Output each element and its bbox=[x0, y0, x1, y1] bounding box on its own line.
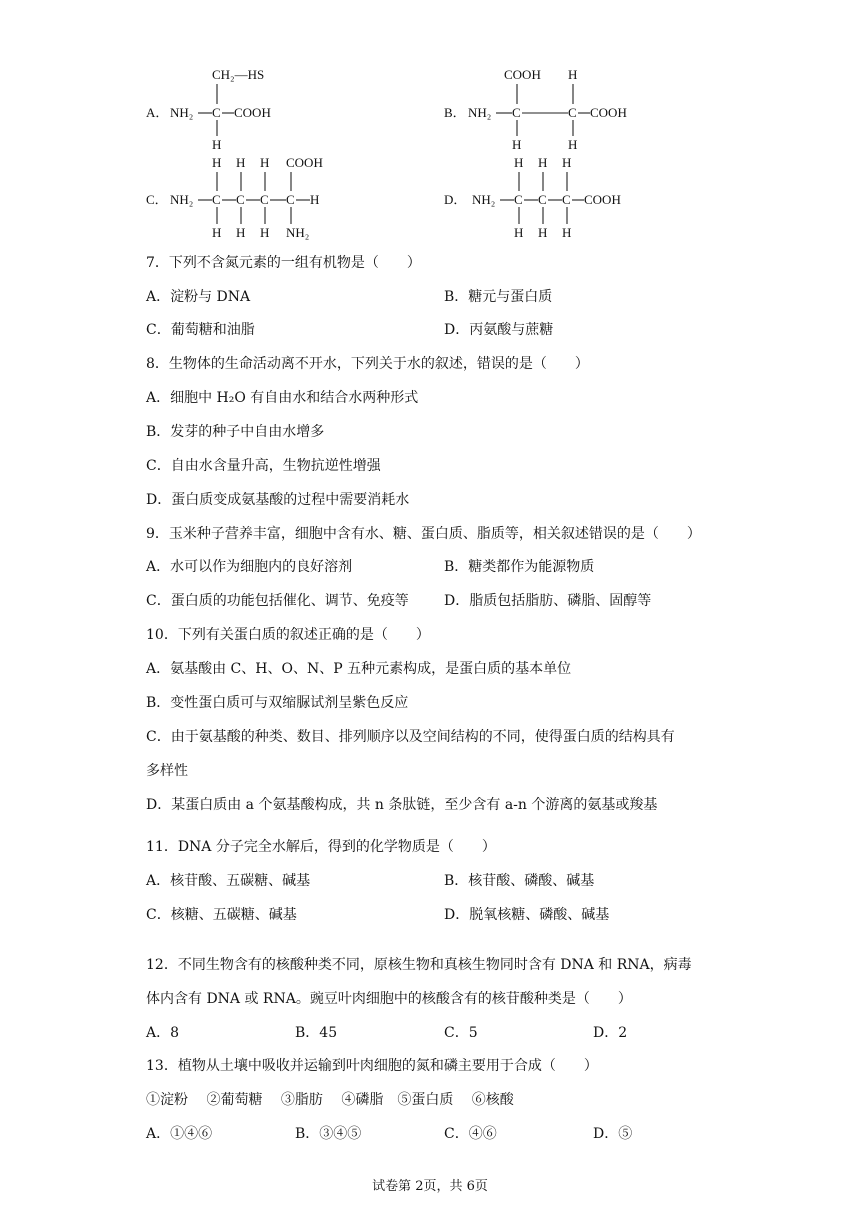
carbon-3: C bbox=[562, 192, 571, 207]
structure-option-b[interactable] bbox=[444, 62, 644, 152]
alpha-carbon: C bbox=[212, 105, 221, 120]
q7-option-c[interactable]: C．葡萄糖和油脂 bbox=[146, 322, 255, 338]
hydrogen: H bbox=[212, 155, 222, 170]
amino-group: NH₂ bbox=[472, 192, 496, 207]
q10-option-d[interactable]: D．某蛋白质由 a 个氨基酸构成，共 n 条肽链，至少含有 a-n 个游离的氨基或羧基 bbox=[146, 797, 658, 813]
amino-group: NH₂ bbox=[468, 105, 492, 120]
q12-option-b[interactable]: B．45 bbox=[295, 1025, 338, 1041]
hydrogen: H bbox=[538, 225, 548, 240]
q9-option-a[interactable]: A．水可以作为细胞内的良好溶剂 bbox=[146, 559, 353, 575]
carboxyl-group: COOH bbox=[590, 105, 627, 120]
q7-option-b[interactable]: B．糖元与蛋白质 bbox=[444, 289, 553, 305]
carboxyl-group: COOH bbox=[286, 155, 323, 170]
question-12-stem-continued: 体内含有 DNA 或 RNA。豌豆叶肉细胞中的核酸含有的核苷酸种类是（ ） bbox=[146, 991, 632, 1007]
q10-option-c-continued: 多样性 bbox=[146, 763, 188, 779]
q13-item-list: ①淀粉 ②葡萄糖 ③脂肪 ④磷脂 ⑤蛋白质 ⑥核酸 bbox=[146, 1092, 514, 1108]
q10-option-a[interactable]: A．氨基酸由 C、H、O、N、P 五种元素构成，是蛋白质的基本单位 bbox=[146, 661, 572, 677]
option-letter: C． bbox=[146, 192, 168, 207]
hydrogen: H bbox=[212, 225, 222, 240]
q7-option-d[interactable]: D．丙氨酸与蔗糖 bbox=[444, 322, 554, 338]
q12-option-a[interactable]: A．8 bbox=[146, 1025, 180, 1041]
q11-option-c[interactable]: C．核糖、五碳糖、碱基 bbox=[146, 907, 297, 923]
carbon-1: C bbox=[212, 192, 221, 207]
q8-option-a[interactable]: A．细胞中 H₂O 有自由水和结合水两种形式 bbox=[146, 390, 419, 406]
hydrogen: H bbox=[568, 67, 578, 82]
q10-option-c[interactable]: C．由于氨基酸的种类、数目、排列顺序以及空间结构的不同，使得蛋白质的结构具有 bbox=[146, 729, 675, 745]
option-letter: D． bbox=[444, 192, 467, 207]
hydrogen: H bbox=[568, 137, 578, 152]
hydrogen: H bbox=[260, 225, 270, 240]
hydrogen: H bbox=[562, 155, 572, 170]
q9-option-b[interactable]: B．糖类都作为能源物质 bbox=[444, 559, 595, 575]
q11-option-b[interactable]: B．核苷酸、磷酸、碱基 bbox=[444, 873, 595, 889]
q7-option-a[interactable]: A．淀粉与 DNA bbox=[146, 289, 251, 305]
hydrogen: H bbox=[512, 137, 522, 152]
structure-option-d[interactable] bbox=[444, 152, 644, 247]
hydrogen: H bbox=[260, 155, 270, 170]
carbon-4: C bbox=[286, 192, 295, 207]
amino-group: NH₂ bbox=[170, 105, 194, 120]
q13-option-a[interactable]: A．①④⑥ bbox=[146, 1126, 213, 1142]
question-8-stem: 8．生物体的生命活动离不开水，下列关于水的叙述，错误的是（ ） bbox=[146, 356, 589, 372]
q8-option-c[interactable]: C．自由水含量升高，生物抗逆性增强 bbox=[146, 458, 381, 474]
q13-option-b[interactable]: B．③④⑤ bbox=[295, 1126, 362, 1142]
option-letter: A． bbox=[146, 105, 169, 120]
hydrogen: H bbox=[538, 155, 548, 170]
carbon-1: C bbox=[514, 192, 523, 207]
hydrogen: H bbox=[514, 155, 524, 170]
second-carbon: C bbox=[568, 105, 577, 120]
q9-option-d[interactable]: D．脂质包括脂肪、磷脂、固醇等 bbox=[444, 593, 652, 609]
question-11-stem: 11．DNA 分子完全水解后，得到的化学物质是（ ） bbox=[146, 839, 496, 855]
question-12-stem: 12．不同生物含有的核酸种类不同，原核生物和真核生物同时含有 DNA 和 RNA，病毒 bbox=[146, 957, 692, 973]
amino-group: NH₂ bbox=[170, 192, 194, 207]
question-13-stem: 13．植物从土壤中吸收并运输到叶肉细胞的氮和磷主要用于合成（ ） bbox=[146, 1058, 598, 1074]
q9-option-c[interactable]: C．蛋白质的功能包括催化、调节、免疫等 bbox=[146, 593, 409, 609]
q10-option-b[interactable]: B．变性蛋白质可与双缩脲试剂呈紫色反应 bbox=[146, 695, 409, 711]
hydrogen: H bbox=[212, 137, 222, 152]
structure-option-c[interactable] bbox=[146, 152, 356, 247]
carboxyl-group: COOH bbox=[584, 192, 621, 207]
q12-option-d[interactable]: D．2 bbox=[593, 1025, 628, 1041]
side-chain: CH₂—HS bbox=[212, 67, 265, 82]
carbon-2: C bbox=[236, 192, 245, 207]
amino-group: NH₂ bbox=[286, 225, 310, 240]
hydrogen: H bbox=[310, 192, 320, 207]
option-letter: B． bbox=[444, 105, 466, 120]
q11-option-a[interactable]: A．核苷酸、五碳糖、碱基 bbox=[146, 873, 311, 889]
carboxyl-group-top: COOH bbox=[504, 67, 541, 82]
carboxyl-group: COOH bbox=[234, 105, 271, 120]
question-10-stem: 10．下列有关蛋白质的叙述正确的是（ ） bbox=[146, 627, 430, 643]
alpha-carbon: C bbox=[512, 105, 521, 120]
q12-option-c[interactable]: C．5 bbox=[444, 1025, 478, 1041]
structure-option-a[interactable] bbox=[146, 62, 306, 152]
hydrogen: H bbox=[236, 225, 246, 240]
q11-option-d[interactable]: D．脱氧核糖、磷酸、碱基 bbox=[444, 907, 610, 923]
q13-option-d[interactable]: D．⑤ bbox=[593, 1126, 633, 1142]
hydrogen: H bbox=[562, 225, 572, 240]
carbon-2: C bbox=[538, 192, 547, 207]
q13-option-c[interactable]: C．④⑥ bbox=[444, 1126, 497, 1142]
hydrogen: H bbox=[236, 155, 246, 170]
hydrogen: H bbox=[514, 225, 524, 240]
question-7-stem: 7．下列不含氮元素的一组有机物是（ ） bbox=[146, 255, 421, 271]
q8-option-d[interactable]: D．蛋白质变成氨基酸的过程中需要消耗水 bbox=[146, 492, 410, 508]
page-footer: 试卷第 2页，共 6页 bbox=[372, 1179, 488, 1194]
question-9-stem: 9．玉米种子营养丰富，细胞中含有水、糖、蛋白质、脂质等，相关叙述错误的是（ ） bbox=[146, 526, 701, 542]
q8-option-b[interactable]: B．发芽的种子中自由水增多 bbox=[146, 424, 325, 440]
carbon-3: C bbox=[260, 192, 269, 207]
